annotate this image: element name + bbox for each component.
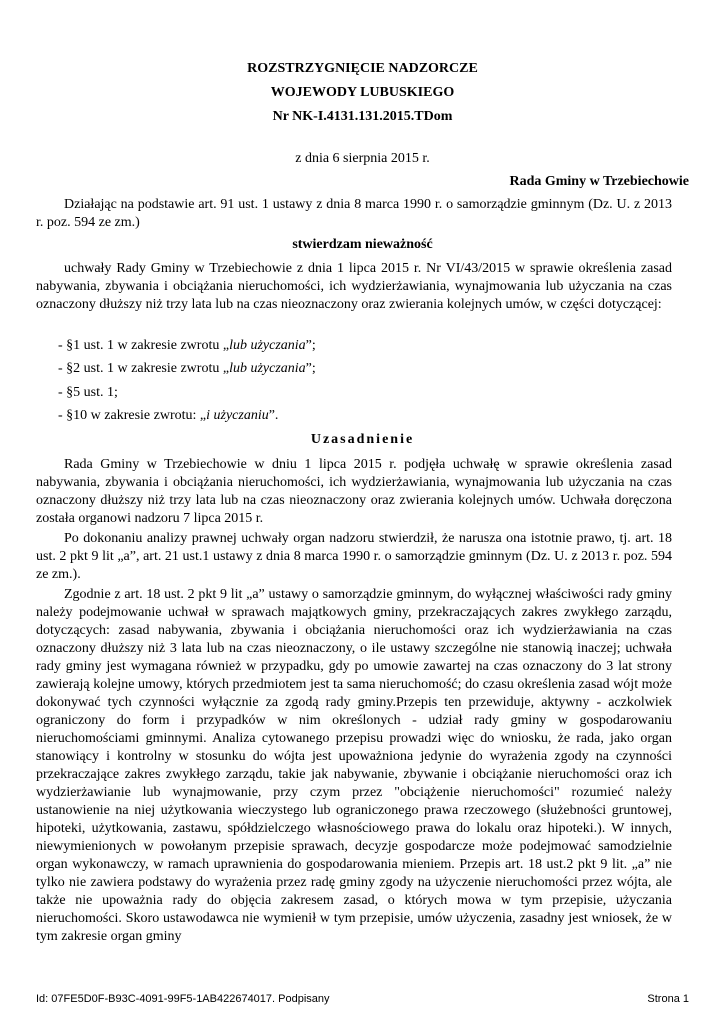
header-document-number: Nr NK-I.4131.131.2015.TDom [272, 109, 453, 124]
justification-paragraph-3: Zgodnie z art. 18 ust. 2 pkt 9 lit „a” ustawy o samorządzie gminnym, do wyłącznej właściwości rady gminy należy podejmowanie uchwał w sprawach majątkowych gminy, przekraczających zakres zwykłego zarządu, dotyczących: zasad nabywania, zbywania i obciążania nieruchomości oraz ich wydzierżawiania na czas oznaczony dłuższy niż 3 lata lub na czas nieoznaczony, o ile ustawy szczególne nie stanowią inaczej; uchwała rady gminy jest wymagana również w przypadku, gdy po umowie zawartej na czas oznaczony do 3 lat strony zawierają kolejne umowy, których przedmiotem jest ta sama nieruchomość; do czasu określenia zasad wójt może dokonywać tych czynności wyłącznie za zgodą rady gminy.Przepis ten przewiduje, aktywny - aczkolwiek ograniczony do form i przypadków w nim określonych - udział rady gminy w gospodarowaniu nieruchomościami gminnymi. Analiza cytowanego przepisu prowadzi więc do wniosku, że rada, jako organ stanowiący i kontrolny w stosunku do wójta jest upoważniona jedynie do wyrażenia zgody na czynności przekraczające zakres zwykłego zarządu, takie jak nabywanie, zbywanie i obciążanie nieruchomości oraz ich wydzierżawianie lub wynajmowanie, przy czym przez "obciążenie nieruchomości" rozumieć należy ustanowienie na niej użytkowania wieczystego lub ograniczonego prawa rzeczowego (służebności gruntowej, hipoteki, użytkowania, zastawu, spółdzielczego własnościowego prawa do lokalu oraz hipoteki.). W innych, niewymienionych w powołanym przepisie sprawach, decyzje gospodarcze może podejmować samodzielnie organ wykonawczy, w ramach uprawnienia do gospodarowania mieniem. Przepis art. 18 ust.2 pkt 9 lit. „a” nie tylko nie zawiera podstawy do wyrażenia przez radę gminy zgody na użyczenie nieruchomości przez wójta, ale także nie upoważnia rady do objęcia zakresem zasad, o których mowa w tym przepisie, użyczania nieruchomości. Skoro ustawodawca nie wymienił w tym przepisie, umów użyczenia, zasadny jest wniosek, że w tym zakresie organ gminy [36, 587, 672, 944]
legal-basis-paragraph: Działając na podstawie art. 91 ust. 1 ustawy z dnia 8 marca 1990 r. o samorządzie gminnym (Dz. U. z 2013 r. poz. 594 ze zm.) [36, 197, 672, 230]
header-title-line1: ROZSTRZYGNIĘCIE NADZORCZE [247, 61, 478, 76]
decision-item-4: - §10 w zakresie zwrotu: „i użyczaniu”. [58, 408, 279, 423]
justification-paragraph-1: Rada Gminy w Trzebiechowie w dniu 1 lipca 2015 r. podjęła uchwałę w sprawie określenia zasad nabywania, zbywania i obciążania nieruchomości, ich wydzierżawiania, wynajmowania lub użyczania na czas oznaczony dłuższy niż trzy lata lub na czas nieoznaczony oraz zwierania kolejnych umów. Uchwała doręczona została organowi nadzoru 7 lipca 2015 r. [36, 457, 672, 526]
justification-heading: Uzasadnienie [310, 432, 415, 447]
addressee: Rada Gminy w Trzebiechowie [509, 174, 689, 189]
decision-item-2: - §2 ust. 1 w zakresie zwrotu „lub użyczania”; [58, 361, 316, 376]
resolution-paragraph: uchwały Rady Gminy w Trzebiechowie z dnia 1 lipca 2015 r. Nr VI/43/2015 w sprawie określenia zasad nabywania, zbywania i obciążania nieruchomości, ich wydzierżawiania, wynajmowania lub użyczania na czas oznaczony dłuższy niż trzy lata lub na czas nieoznaczony oraz zwierania kolejnych umów, w części dotyczącej: [36, 261, 672, 312]
justification-paragraph-2: Po dokonaniu analizy prawnej uchwały organ nadzoru stwierdził, że narusza ona istotnie prawo, tj. art. 18 ust. 2 pkt 9 lit „a”, art. 21 ust.1 ustawy z dnia 8 marca 1990 r. o samorządzie gminnym (Dz. U. z 2013 r. poz. 594 ze zm.). [36, 531, 672, 582]
header-title-line2: WOJEWODY LUBUSKIEGO [270, 85, 455, 100]
footer-page-number: Strona 1 [647, 993, 689, 1005]
footer-document-id: Id: 07FE5D0F-B93C-4091-99F5-1AB422674017. Podpisany [36, 993, 330, 1005]
document-date: z dnia 6 sierpnia 2015 r. [295, 151, 430, 166]
decision-item-3: - §5 ust. 1; [58, 385, 118, 400]
decision-heading: stwierdzam nieważność [292, 237, 433, 252]
decision-item-1: - §1 ust. 1 w zakresie zwrotu „lub użyczania”; [58, 338, 316, 353]
